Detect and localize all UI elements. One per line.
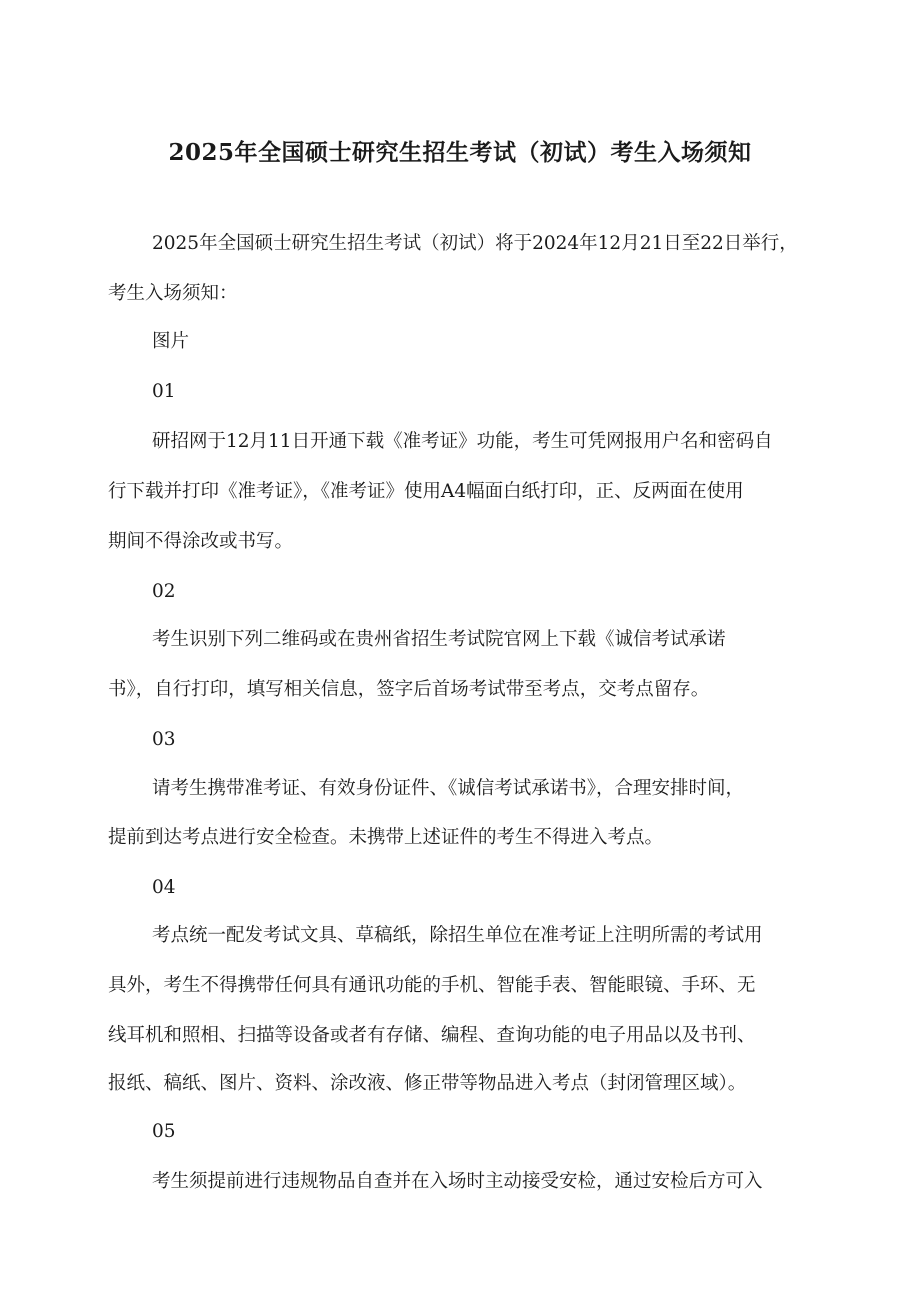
- page-title: 2025年全国硕士研究生招生考试（初试）考生入场须知: [168, 139, 752, 166]
- paragraph-line: 具外，考生不得携带任何具有通讯功能的手机、智能手表、智能眼镜、手环、无: [108, 975, 756, 996]
- section-number: 04: [152, 877, 176, 898]
- paragraph-line: 期间不得涂改或书写。: [108, 531, 294, 552]
- paragraph-line: 考生入场须知：: [108, 283, 238, 304]
- paragraph-line: 报纸、稿纸、图片、资料、涂改液、修正带等物品进入考点（封闭管理区域）。: [108, 1073, 747, 1094]
- paragraph-line: 书》，自行打印，填写相关信息，签字后首场考试带至考点，交考点留存。: [108, 679, 710, 700]
- paragraph-line: 线耳机和照相、扫描等设备或者有存储、编程、查询功能的电子用品以及书刊、: [108, 1025, 756, 1046]
- paragraph-line: 2025年全国硕士研究生招生考试（初试）将于2024年12月21日至22日举行，: [152, 233, 798, 254]
- paragraph-line: 研招网于12月11日开通下载《准考证》功能，考生可凭网报用户名和密码自: [152, 431, 773, 452]
- paragraph-line: 行下载并打印《准考证》，《准考证》使用A4幅面白纸打印，正、反两面在使用: [108, 481, 744, 502]
- paragraph-line: 请考生携带准考证、有效身份证件、《诚信考试承诺书》，合理安排时间，: [152, 778, 745, 799]
- section-number: 03: [152, 729, 176, 750]
- section-number: 05: [152, 1121, 176, 1142]
- paragraph-line: 考点统一配发考试文具、草稿纸，除招生单位在准考证上注明所需的考试用: [152, 925, 763, 946]
- paragraph-line: 考生识别下列二维码或在贵州省招生考试院官网上下载《诚信考试承诺: [152, 629, 726, 650]
- paragraph-line: 提前到达考点进行安全检查。未携带上述证件的考生不得进入考点。: [108, 827, 664, 848]
- section-number: 01: [152, 381, 176, 402]
- image-placeholder-label: 图片: [152, 331, 190, 352]
- section-number: 02: [152, 581, 176, 602]
- paragraph-line: 考生须提前进行违规物品自查并在入场时主动接受安检，通过安检后方可入: [152, 1171, 763, 1192]
